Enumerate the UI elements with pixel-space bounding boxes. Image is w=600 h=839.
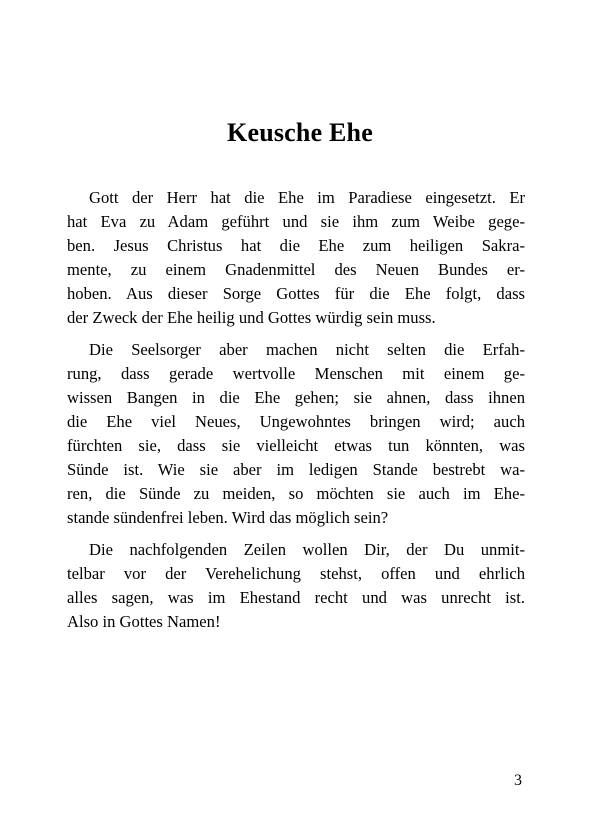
text-line: telbar vor der Verehelichung stehst, offen und ehrlich (67, 564, 525, 583)
text-line: der Zweck der Ehe heilig und Gottes würdig sein muss. (67, 308, 436, 327)
paragraph-spacer (67, 530, 525, 538)
body-text (67, 186, 525, 634)
paragraph-3 (67, 538, 525, 634)
text-line: wissen Bangen in die Ehe gehen; sie ahnen, dass ihnen (67, 388, 525, 407)
paragraph-1 (67, 186, 525, 330)
text-line: rung, dass gerade wertvolle Menschen mit einem ge- (67, 364, 525, 383)
paragraph-2 (67, 338, 525, 530)
text-line: Sünde ist. Wie sie aber im ledigen Stande bestrebt wa- (67, 460, 525, 479)
text-line: Also in Gottes Namen! (67, 612, 221, 631)
text-line: Die Seelsorger aber machen nicht selten die Erfah- (89, 340, 525, 359)
text-line: alles sagen, was im Ehestand recht und was unrecht ist. (67, 588, 525, 607)
page-title: Keusche Ehe (227, 118, 373, 147)
text-line: stande sündenfrei leben. Wird das möglich sein? (67, 508, 389, 527)
text-line: hat Eva zu Adam geführt und sie ihm zum Weibe gege- (67, 212, 525, 231)
text-line: fürchten sie, dass sie vielleicht etwas tun könnten, was (67, 436, 525, 455)
paragraph-spacer (67, 330, 525, 338)
text-line: Gott der Herr hat die Ehe im Paradiese eingesetzt. Er (89, 188, 525, 207)
text-line: ren, die Sünde zu meiden, so möchten sie auch im Ehe- (67, 484, 525, 503)
text-line: hoben. Aus dieser Sorge Gottes für die Ehe folgt, dass (67, 284, 525, 303)
text-line: die Ehe viel Neues, Ungewohntes bringen wird; auch (67, 412, 525, 431)
text-line: mente, zu einem Gnadenmittel des Neuen Bundes er- (67, 260, 525, 279)
text-line: Die nachfolgenden Zeilen wollen Dir, der Du unmit- (89, 540, 525, 559)
page-number: 3 (514, 772, 522, 789)
text-line: ben. Jesus Christus hat die Ehe zum heiligen Sakra- (67, 236, 525, 255)
